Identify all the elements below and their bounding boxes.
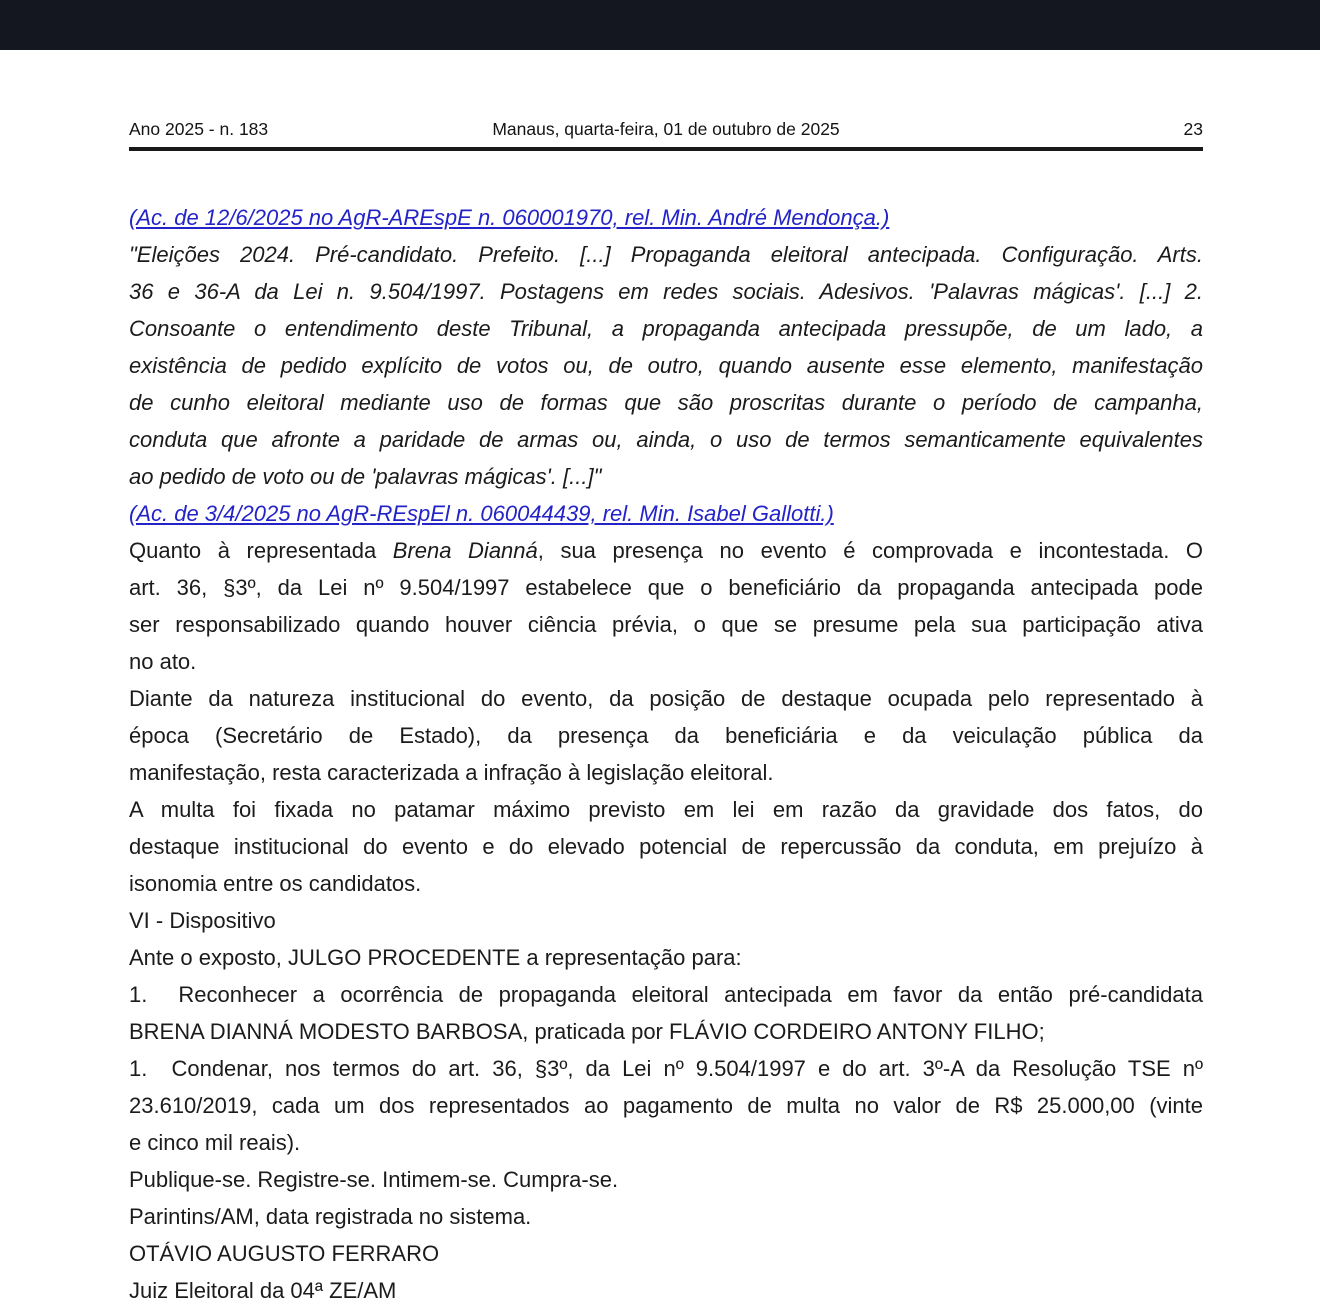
body-text-line bbox=[129, 236, 1203, 273]
header-divider bbox=[129, 147, 1203, 151]
body-text-line bbox=[129, 754, 1203, 791]
text-segment: 1. Reconhecer a ocorrência de propaganda eleitoral antecipada em favor da então pré-candidata bbox=[129, 982, 1203, 1007]
place-date-label: Manaus, quarta-feira, 01 de outubro de 2025 bbox=[492, 119, 840, 139]
body-text-line bbox=[129, 828, 1203, 865]
text-segment: Publique-se. Registre-se. Intimem-se. Cumpra-se. bbox=[129, 1167, 619, 1192]
text-segment: destaque institucional do evento e do elevado potencial de repercussão da conduta, em prejuízo à bbox=[129, 834, 1203, 859]
body-text-line bbox=[129, 384, 1203, 421]
body-text-line bbox=[129, 680, 1203, 717]
body-text-line bbox=[129, 1087, 1203, 1124]
text-segment: Quanto à representada bbox=[129, 538, 393, 563]
body-text-line bbox=[129, 310, 1203, 347]
text-segment: Diante da natureza institucional do evento, da posição de destaque ocupada pelo representado à bbox=[129, 686, 1203, 711]
body-text-line bbox=[129, 458, 1203, 495]
body-text-line bbox=[129, 1013, 1203, 1050]
document-page bbox=[129, 119, 1203, 1309]
text-segment: no ato. bbox=[129, 649, 197, 674]
text-segment: ser responsabilizado quando houver ciência prévia, o que se presume pela sua participação ativa bbox=[129, 612, 1203, 637]
document-body bbox=[129, 199, 1203, 1309]
body-text-line bbox=[129, 902, 1203, 939]
text-segment: A multa foi fixada no patamar máximo previsto em lei em razão da gravidade dos fatos, do bbox=[129, 797, 1203, 822]
text-segment: 1. Condenar, nos termos do art. 36, §3º, da Lei nº 9.504/1997 e do art. 3º-A da Resolução TSE nº bbox=[129, 1056, 1203, 1081]
text-segment: época (Secretário de Estado), da presença da beneficiária e da veiculação pública da bbox=[129, 723, 1203, 748]
body-text-line bbox=[129, 717, 1203, 754]
body-text-line bbox=[129, 1050, 1203, 1087]
body-text-line bbox=[129, 569, 1203, 606]
citation-link[interactable] bbox=[129, 495, 1203, 532]
text-segment: e cinco mil reais). bbox=[129, 1130, 301, 1155]
text-segment: OTÁVIO AUGUSTO FERRARO bbox=[129, 1241, 440, 1266]
text-segment: Brena Dianná bbox=[392, 538, 538, 563]
text-segment: (Ac. de 3/4/2025 no AgR-REspEl n. 060044439, rel. Min. Isabel Gallotti.) bbox=[129, 501, 834, 526]
page-header bbox=[129, 119, 1203, 139]
body-text-line bbox=[129, 976, 1203, 1013]
edition-label: Ano 2025 - n. 183 bbox=[129, 119, 269, 139]
body-text-line bbox=[129, 606, 1203, 643]
text-segment: Ante o exposto, JULGO PROCEDENTE a representação para: bbox=[129, 945, 742, 970]
body-text-line bbox=[129, 643, 1203, 680]
body-text-line bbox=[129, 1235, 1203, 1272]
text-segment: de cunho eleitoral mediante uso de formas que são proscritas durante o período de campanha, bbox=[129, 390, 1203, 415]
body-text-line bbox=[129, 939, 1203, 976]
body-text-line bbox=[129, 347, 1203, 384]
body-text-line bbox=[129, 865, 1203, 902]
text-segment: ao pedido de voto ou de 'palavras mágicas'. [...]" bbox=[129, 464, 602, 489]
text-segment: Parintins/AM, data registrada no sistema. bbox=[129, 1204, 532, 1229]
body-text-line bbox=[129, 421, 1203, 458]
text-segment: Juiz Eleitoral da 04ª ZE/AM bbox=[129, 1278, 397, 1303]
text-segment: 23.610/2019, cada um dos representados ao pagamento de multa no valor de R$ 25.000,00 (vinte bbox=[129, 1093, 1203, 1118]
body-text-line bbox=[129, 1124, 1203, 1161]
text-segment: manifestação, resta caracterizada a infração à legislação eleitoral. bbox=[129, 760, 774, 785]
top-black-bar bbox=[0, 0, 1320, 50]
citation-link[interactable] bbox=[129, 199, 1203, 236]
text-segment: Consoante o entendimento deste Tribunal, a propaganda antecipada pressupõe, de um lado, a bbox=[129, 316, 1203, 341]
body-text-line bbox=[129, 1272, 1203, 1309]
text-segment: art. 36, §3º, da Lei nº 9.504/1997 estabelece que o beneficiário da propaganda antecipada pode bbox=[129, 575, 1203, 600]
text-segment: isonomia entre os candidatos. bbox=[129, 871, 422, 896]
body-text-line bbox=[129, 1161, 1203, 1198]
text-segment: 36 e 36-A da Lei n. 9.504/1997. Postagens em redes sociais. Adesivos. 'Palavras mágicas'. [...] 2. bbox=[129, 279, 1203, 304]
body-text-line bbox=[129, 273, 1203, 310]
body-text-line bbox=[129, 791, 1203, 828]
text-segment: "Eleições 2024. Pré-candidato. Prefeito. [...] Propaganda eleitoral antecipada. Configuração. Arts. bbox=[129, 242, 1203, 267]
text-segment: (Ac. de 12/6/2025 no AgR-AREspE n. 060001970, rel. Min. André Mendonça.) bbox=[129, 205, 890, 230]
body-text-line bbox=[129, 1198, 1203, 1235]
text-segment: conduta que afronte a paridade de armas ou, ainda, o uso de termos semanticamente equivalentes bbox=[129, 427, 1203, 452]
text-segment: VI - Dispositivo bbox=[129, 908, 276, 933]
text-segment: BRENA DIANNÁ MODESTO BARBOSA, praticada por FLÁVIO CORDEIRO ANTONY FILHO; bbox=[129, 1019, 1045, 1044]
page-number: 23 bbox=[1183, 119, 1203, 139]
text-segment: existência de pedido explícito de votos ou, de outro, quando ausente esse elemento, manifestação bbox=[129, 353, 1203, 378]
text-segment: , sua presença no evento é comprovada e incontestada. O bbox=[537, 538, 1204, 563]
body-text-line bbox=[129, 532, 1203, 569]
